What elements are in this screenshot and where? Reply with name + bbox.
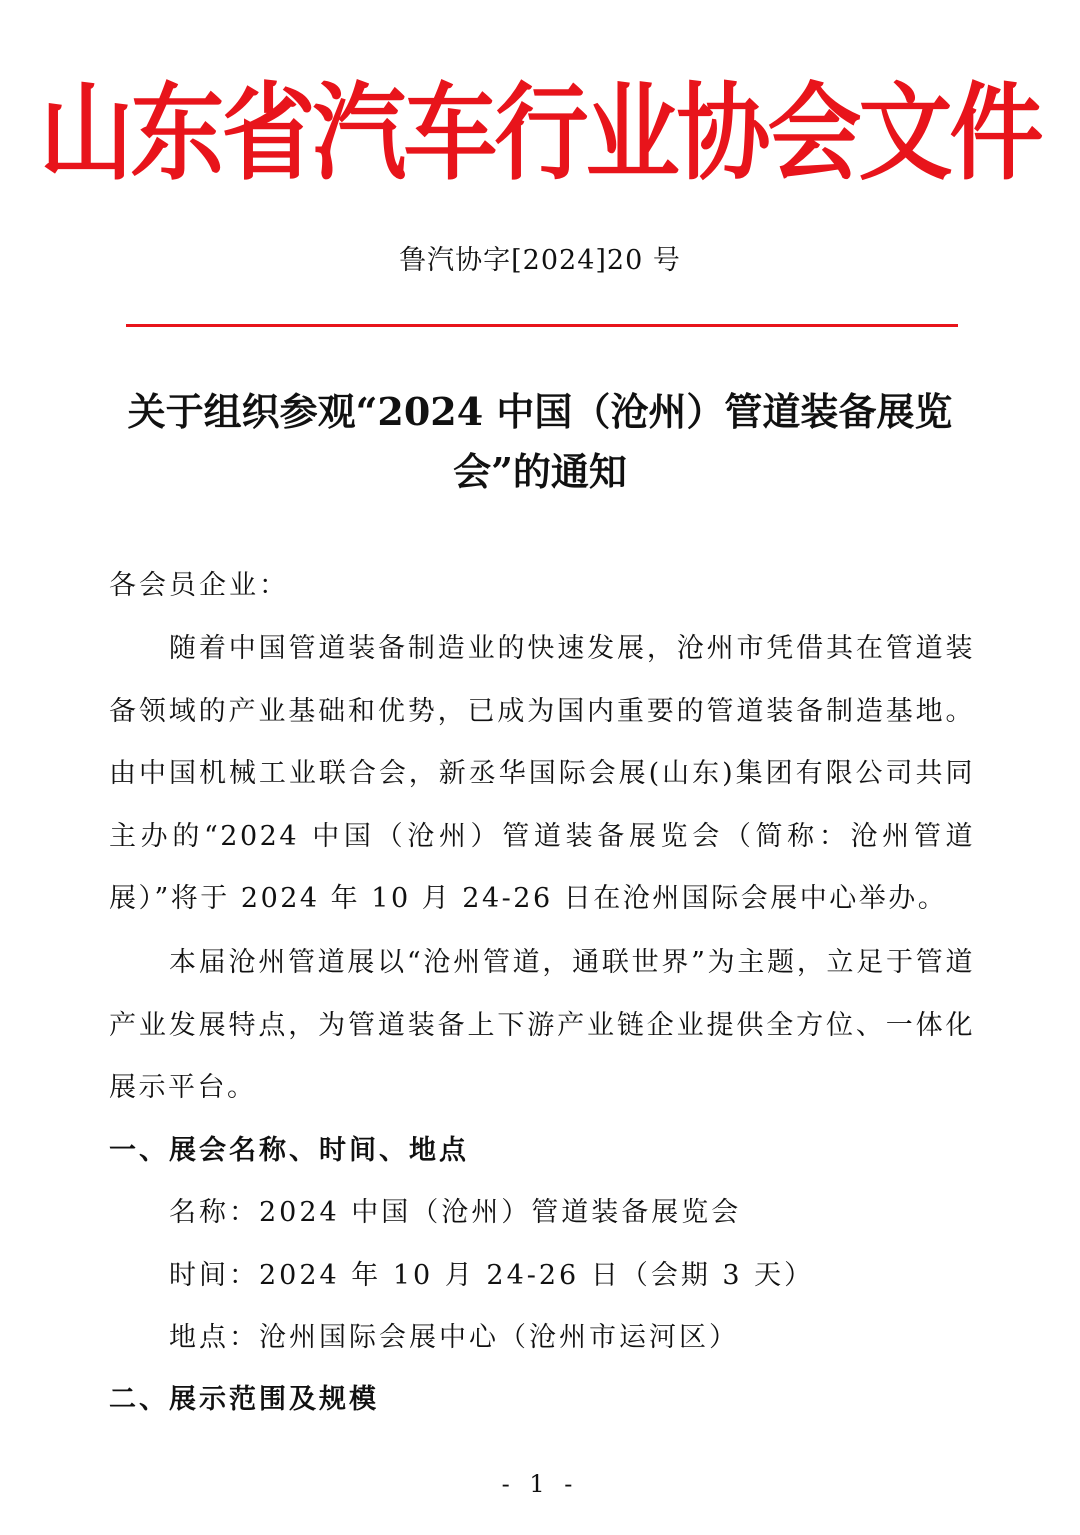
exhibition-name-line: 名称：2024 中国（沧州）管道装备展览会 bbox=[169, 1197, 742, 1228]
document-number: 鲁汽协字[2024]20 号 bbox=[399, 245, 681, 276]
exhibition-time-line: 时间：2024 年 10 月 24-26 日（会期 3 天） bbox=[169, 1260, 815, 1291]
exhibition-location-line: 地点：沧州国际会展中心（沧州市运河区） bbox=[169, 1322, 739, 1353]
salutation: 各会员企业： bbox=[109, 570, 289, 601]
body-paragraph-1: 随着中国管道装备制造业的快速发展，沧州市凭借其在管道装备领域的产业基础和优势，已成为国内重要的管道装备制造基地。由中国机械工业联合会，新丞华国际会展(山东)集团有限公司共同主办的“2024 中国（沧州）管道装备展览会（简称：沧州管道展）”将于 2024 年 10 月 24-26 日在沧州国际会展中心举办。 bbox=[109, 633, 975, 914]
red-divider-line bbox=[126, 324, 958, 327]
document-header-title: 山东省汽车行业协会文件 bbox=[39, 73, 1041, 196]
page-number: - 1 - bbox=[501, 1470, 579, 1498]
notice-title: 关于组织参观“2024 中国（沧州）管道装备展览会”的通知 bbox=[127, 389, 953, 494]
body-paragraph-2: 本届沧州管道展以“沧州管道，通联世界”为主题，立足于管道产业发展特点，为管道装备上下游产业链企业提供全方位、一体化展示平台。 bbox=[109, 947, 975, 1103]
section-heading-1: 一、展会名称、时间、地点 bbox=[109, 1135, 469, 1166]
section-heading-2: 二、展示范围及规模 bbox=[109, 1384, 379, 1415]
